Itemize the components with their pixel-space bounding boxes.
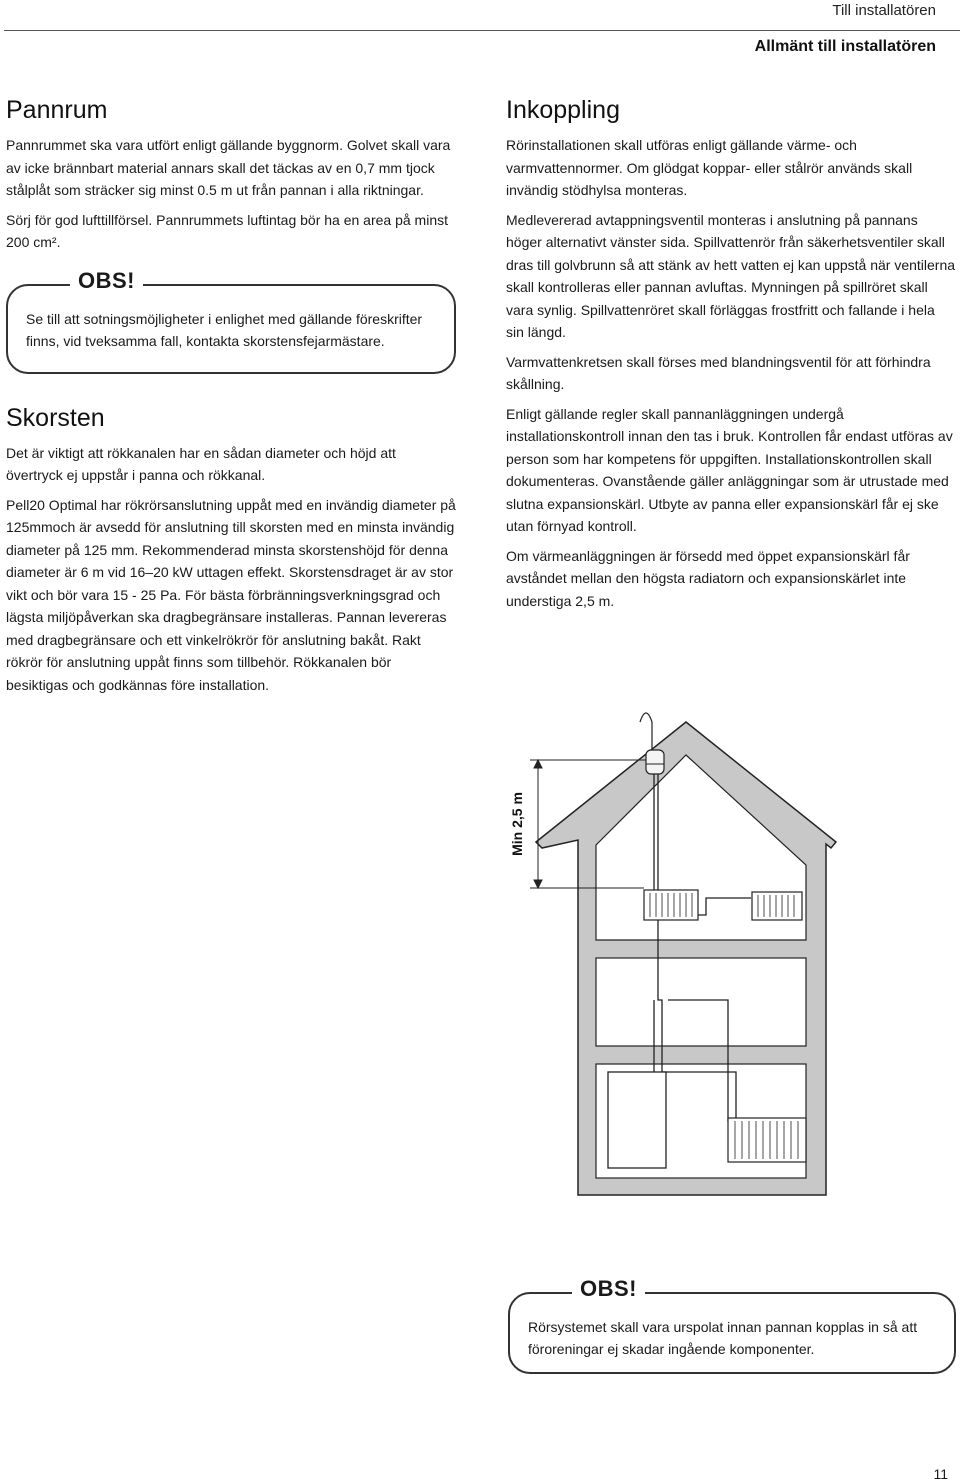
- pannrum-paragraph-2: Sörj för god lufttillförsel. Pannrummets luftintag bör ha en area på minst 200 cm².: [6, 211, 448, 250]
- section-label: Till installatören: [832, 2, 936, 19]
- inkoppling-paragraph-4: Enligt gällande regler skall pannanläggningen undergå installationskontroll innan den tas i bruk. Kontrollen får endast utföras av person som har kompetens för uppgiften. Installationskontrollen skall dokumenteras. Ovanstående gäller anläggningar som är utrustade med slutna expansionskärl. Utbyte av panna eller expansionskärl får ej ske utan förnyad kontroll.: [506, 405, 953, 534]
- obs-notice-chimney: [6, 267, 456, 374]
- radiator-lower: [728, 1118, 806, 1162]
- header-divider: [4, 30, 960, 31]
- heading-skorsten: Skorsten: [6, 403, 105, 432]
- heading-inkoppling: Inkoppling: [506, 96, 620, 124]
- obs-text: Se till att sotningsmöjligheter i enlighet med gällande föreskrifter finns, vid tveksamma fall, kontakta skorstensfejarmästare.: [26, 310, 423, 349]
- obs-text: Rörsystemet skall vara urspolat innan pannan kopplas in så att föroreningar ej skadar ingående komponenter.: [528, 1319, 918, 1357]
- house-upper-room: [596, 958, 806, 1046]
- page-number: 11: [933, 1466, 948, 1482]
- obs-title: OBS!: [70, 270, 143, 293]
- right-column: [506, 94, 956, 619]
- dimension-label: Min 2,5 m: [509, 792, 525, 856]
- obs-title: OBS!: [572, 1278, 645, 1300]
- inkoppling-paragraph-2: Medlevererad avtappningsventil monteras i anslutning på pannans höger alternativt vänster sida. Spillvattenrör från säkerhetsventiler skall dras till golvbrunn så att stänk av hett vatten ej kan uppstå när ventilerna skall kontrolleras eller pannan avluftas. Mynningen på spillröret skall vara synlig. Spillvattenröret skall förläggas frostfritt och fallande i hela sin längd.: [506, 211, 956, 340]
- house-heating-diagram: [496, 700, 896, 1220]
- skorsten-paragraph-2: Pell20 Optimal har rökrörsanslutning uppåt med en invändig diameter på 125mmoch är avsedd för anslutning till skorsten med en minsta invändig diameter på 125 mm. Rekommenderad minsta skorstenshöjd för denna diameter är 6 m vid 16–20 kW uttagen effekt. Skorstensdraget är av stor vikt och bör vara 15 - 25 Pa. För bästa förbränningsverkningsgrad och lägsta miljöpåverkan ska dragbegränsare installeras. Pannan levereras med dragbegränsare och ett vinkelrökrör för anslutning bakåt. Rakt rökrör för anslutning uppåt finns som tillbehör. Rökkanalen bör besiktigas och godkännas före installation.: [6, 496, 456, 693]
- left-column: [6, 94, 456, 703]
- pannrum-paragraph-1: Pannrummet ska vara utfört enligt gällande byggnorm. Golvet skall vara av icke brännbart material annars skall det täckas av en 0,7 mm tjock stålplåt som sträcker sig minst 0.5 m ut från pannan i alla riktningar.: [6, 137, 451, 198]
- radiator-upper-left: [644, 890, 698, 920]
- skorsten-paragraph-1: Det är viktigt att rökkanalen har en sådan diameter och höjd att övertryck ej uppstår i panna och rökkanal.: [6, 444, 396, 483]
- radiator-upper-right: [752, 892, 802, 920]
- inkoppling-paragraph-5: Om värmeanläggningen är försedd med öppet expansionskärl får avståndet mellan den högsta radiatorn och expansionskärlet inte understiga 2,5 m.: [506, 547, 910, 609]
- inkoppling-paragraph-1: Rörinstallationen skall utföras enligt gällande värme- och varmvattennormer. Om glödgat koppar- eller stålrör används skall invändig stödhylsa monteras.: [506, 137, 913, 198]
- skorsten-section: [6, 402, 456, 697]
- inkoppling-paragraph-3: Varmvattenkretsen skall förses med blandningsventil för att förhindra skållning.: [506, 353, 931, 392]
- heading-pannrum: Pannrum: [6, 96, 108, 124]
- subsection-label: Allmänt till installatören: [754, 38, 936, 55]
- obs-notice-pipes: [508, 1276, 956, 1374]
- boiler: [608, 1072, 666, 1168]
